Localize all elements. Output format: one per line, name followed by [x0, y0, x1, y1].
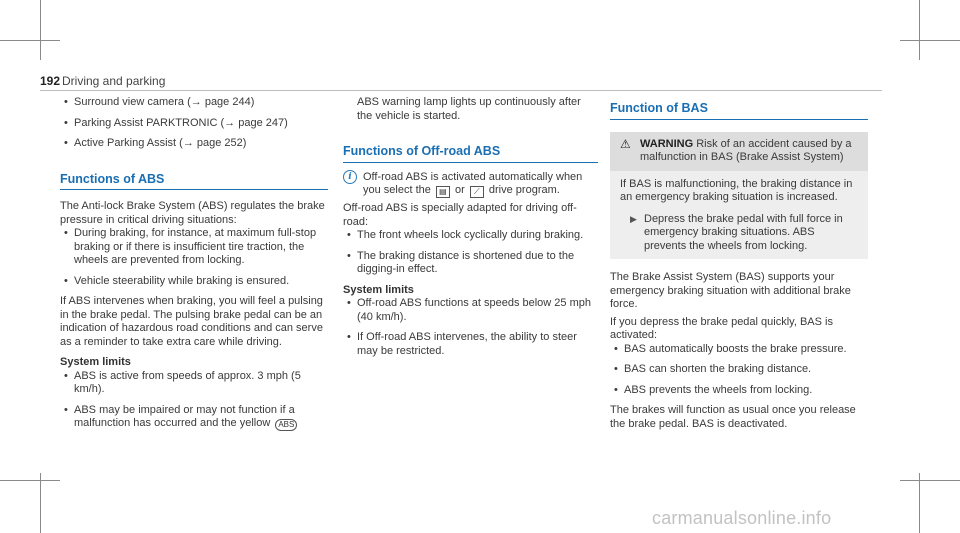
limits-bullet-list	[60, 370, 328, 432]
heading-functions-abs: Functions of ABS	[60, 173, 328, 191]
list-item: • BAS can shorten the braking distance.	[610, 363, 868, 377]
list-item: • The braking distance is shortened due to the digging-in effect.	[343, 250, 598, 277]
list-item	[60, 404, 328, 432]
info-icon: i	[343, 170, 357, 184]
watermark: carmanualsonline.info	[652, 508, 832, 528]
crop-mark	[40, 473, 41, 533]
note-text: Off-road ABS is activated automatically when you select the	[363, 170, 583, 196]
crop-mark	[40, 0, 41, 60]
note-text-or: or	[455, 184, 465, 196]
column-middle	[343, 96, 598, 358]
top-bullet-list	[60, 96, 328, 151]
offroad-paragraph: Off-road ABS is specially adapted for driving off-road:	[343, 202, 577, 228]
offroad-program-icon: ⟋	[470, 186, 484, 198]
warning-header	[610, 132, 868, 171]
crop-mark	[919, 0, 920, 60]
warning-body-text: If BAS is malfunctioning, the braking distance in an emergency braking situation is increased.	[620, 177, 853, 203]
column-right	[610, 96, 868, 431]
bas-bullet-list	[610, 343, 868, 398]
warning-step-text: Depress the brake pedal with full force in emergency braking situations. ABS prevents the wheels from locking.	[644, 212, 843, 252]
warning-label: WARNING	[640, 137, 694, 150]
list-item: • If Off-road ABS intervenes, the ability to steer may be restricted.	[343, 331, 598, 358]
list-item: • Off-road ABS functions at speeds below 25 mph (40 km/h).	[343, 297, 598, 324]
abs-warning-lamp-icon: ABS	[275, 419, 297, 431]
column-left	[60, 96, 328, 431]
heading-system-limits: System limits	[343, 283, 414, 296]
warning-triangle-icon: ⚠	[620, 136, 631, 151]
list-item: • During braking, for instance, at maximum full-stop braking or if there is insufficient tire traction, the wheels are prevented from locking.	[60, 227, 328, 268]
offroad-bullet-list	[343, 229, 598, 277]
warning-text: Risk of an accident caused by a malfunction in BAS (Brake Assist System)	[640, 137, 852, 163]
warning-step	[620, 213, 858, 254]
offroad-limits-list	[343, 297, 598, 358]
list-item: • Parking Assist PARKTRONIC (→ page 247)	[60, 117, 328, 131]
crop-mark	[900, 40, 960, 41]
bas-paragraph: The brakes will function as usual once you release the brake pedal. BAS is deactivated.	[610, 404, 856, 430]
warning-body	[610, 171, 868, 260]
note-text-end: drive program.	[488, 184, 560, 196]
list-item: • The front wheels lock cyclically during braking.	[343, 229, 598, 243]
crop-mark	[900, 480, 960, 481]
crop-mark	[0, 40, 60, 41]
heading-system-limits: System limits	[60, 356, 131, 368]
header-rule	[40, 90, 882, 91]
list-item: • Surround view camera (→ page 244)	[60, 96, 328, 110]
section-title: Driving and parking	[62, 74, 166, 88]
list-item: • Active Parking Assist (→ page 252)	[60, 137, 328, 151]
page-header	[40, 74, 882, 90]
bas-paragraph: The Brake Assist System (BAS) supports your emergency braking situation with additional brake force.	[610, 271, 851, 310]
crop-mark	[919, 473, 920, 533]
heading-offroad-abs: Functions of Off-road ABS	[343, 145, 598, 163]
abs-intro: The Anti-lock Brake System (ABS) regulates the brake pressure in critical driving situations:	[60, 200, 325, 226]
info-note	[343, 171, 598, 199]
step-arrow-icon: ▶	[630, 213, 637, 224]
page-number: 192	[40, 74, 61, 88]
heading-function-bas: Function of BAS	[610, 102, 868, 120]
bas-paragraph: If you depress the brake pedal quickly, BAS is activated:	[610, 315, 833, 341]
warning-box	[610, 132, 868, 260]
continued-text: ABS warning lamp lights up continuously after the vehicle is started.	[357, 96, 581, 122]
crop-mark	[0, 480, 60, 481]
abs-bullet-list	[60, 227, 328, 288]
abs-paragraph: If ABS intervenes when braking, you will feel a pulsing in the brake pedal. The pulsing brake pedal can be an indication of hazardous road conditions and can serve as a reminder to take extra care while driving.	[60, 295, 323, 348]
list-item: • ABS prevents the wheels from locking.	[610, 384, 868, 398]
terrain-program-icon: ▤	[436, 186, 450, 198]
list-item: • Vehicle steerability while braking is ensured.	[60, 275, 328, 289]
list-item: • BAS automatically boosts the brake pressure.	[610, 343, 868, 357]
limits-bullet-text: ABS may be impaired or may not function if a malfunction has occurred and the yellow	[74, 403, 295, 429]
list-item: • ABS is active from speeds of approx. 3 mph (5 km/h).	[60, 370, 328, 397]
